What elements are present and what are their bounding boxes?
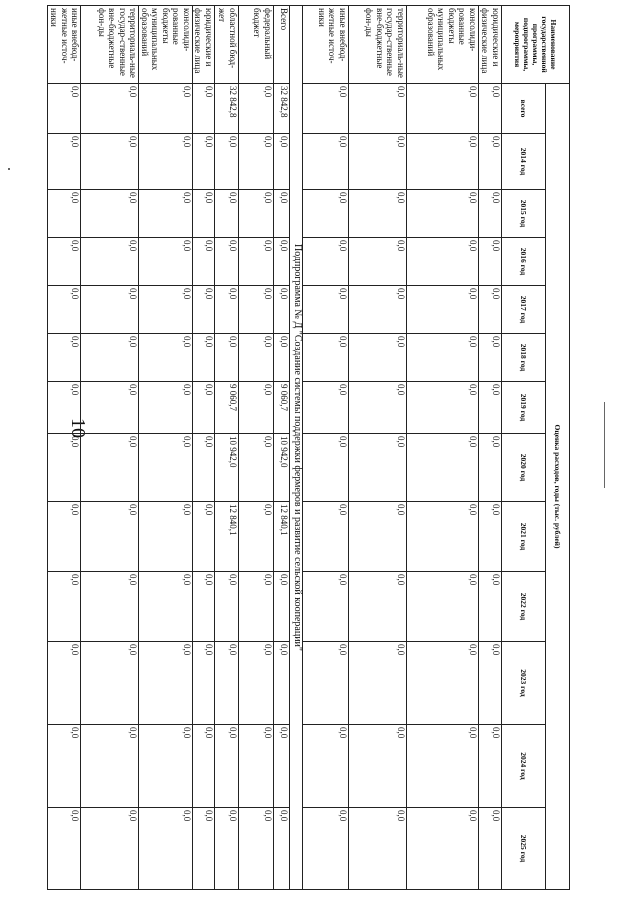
value-cell: 0,0 xyxy=(479,382,502,434)
value-cell: 0,0 xyxy=(81,84,139,134)
value-cell: 0,0 xyxy=(349,502,407,572)
value-cell: 0,0 xyxy=(303,334,349,382)
value-cell: 0,0 xyxy=(479,502,502,572)
value-cell: 0,0 xyxy=(349,434,407,502)
table-body xyxy=(48,6,502,890)
value-cell: 0,0 xyxy=(407,502,479,572)
col-header: 2020 год xyxy=(502,434,546,502)
value-cell: 0,0 xyxy=(139,725,193,808)
page-number: 10 xyxy=(67,418,89,438)
col-header: 2021 год xyxy=(502,502,546,572)
value-cell: 0,0 xyxy=(349,382,407,434)
value-cell: 0,0 xyxy=(303,808,349,890)
table-row xyxy=(215,6,239,890)
value-cell: 0,0 xyxy=(215,808,239,890)
value-cell: 0,0 xyxy=(81,382,139,434)
value-cell: 0,0 xyxy=(274,725,290,808)
value-cell: 0,0 xyxy=(407,725,479,808)
value-cell: 0,0 xyxy=(274,134,290,190)
value-cell: 0,0 xyxy=(303,725,349,808)
row-label: иные внебюд-жетные источ-ники xyxy=(303,6,349,84)
value-cell: 0,0 xyxy=(193,642,215,725)
value-cell: 0,0 xyxy=(303,84,349,134)
value-cell: 0,0 xyxy=(48,434,81,502)
subprogram-title: Подпрограмма № Д "Создание системы поддержки фермеров и развитие сельской кооперации" xyxy=(290,6,303,890)
row-label: областной бюд-жет xyxy=(215,6,239,84)
value-cell: 0,0 xyxy=(239,434,274,502)
value-cell: 0,0 xyxy=(139,502,193,572)
value-cell: 0,0 xyxy=(193,502,215,572)
row-label: консолиди-рованные бюджеты муниципальных образований xyxy=(407,6,479,84)
value-cell: 9 060,7 xyxy=(215,382,239,434)
value-cell: 0,0 xyxy=(479,434,502,502)
value-cell: 0,0 xyxy=(215,286,239,334)
col-header: 2024 год xyxy=(502,725,546,808)
table-row xyxy=(139,6,193,890)
value-cell: 0,0 xyxy=(239,84,274,134)
value-cell: 0,0 xyxy=(139,434,193,502)
value-cell: 0,0 xyxy=(239,808,274,890)
value-cell: 0,0 xyxy=(139,134,193,190)
value-cell: 0,0 xyxy=(81,286,139,334)
table-row xyxy=(274,6,290,890)
value-cell: 0,0 xyxy=(215,334,239,382)
value-cell: 0,0 xyxy=(81,808,139,890)
value-cell: 0,0 xyxy=(48,134,81,190)
value-cell: 0,0 xyxy=(274,238,290,286)
value-cell: 0,0 xyxy=(48,286,81,334)
header-group: Оценка расходов, годы (тыс. рублей) xyxy=(546,84,570,890)
row-label: юридические и физические лица xyxy=(479,6,502,84)
separator-line xyxy=(604,402,605,488)
value-cell: 0,0 xyxy=(139,238,193,286)
value-cell: 0,0 xyxy=(479,238,502,286)
col-header: 2022 год xyxy=(502,572,546,642)
value-cell: 0,0 xyxy=(349,286,407,334)
col-header: 2017 год xyxy=(502,286,546,334)
value-cell: 0,0 xyxy=(479,725,502,808)
value-cell: 0,0 xyxy=(349,808,407,890)
value-cell: 0,0 xyxy=(303,190,349,238)
value-cell: 0,0 xyxy=(139,84,193,134)
table-row xyxy=(303,6,349,890)
value-cell: 0,0 xyxy=(479,134,502,190)
value-cell: 0,0 xyxy=(349,642,407,725)
table-row xyxy=(407,6,479,890)
col-header: всего xyxy=(502,84,546,134)
value-cell: 0,0 xyxy=(81,725,139,808)
value-cell: 0,0 xyxy=(407,134,479,190)
value-cell: 10 942,0 xyxy=(274,434,290,502)
value-cell: 0,0 xyxy=(193,382,215,434)
value-cell: 0,0 xyxy=(407,286,479,334)
value-cell: 10 942,0 xyxy=(215,434,239,502)
col-header: 2016 год xyxy=(502,238,546,286)
value-cell: 0,0 xyxy=(48,382,81,434)
table-row xyxy=(81,6,139,890)
value-cell: 0,0 xyxy=(215,134,239,190)
value-cell: 0,0 xyxy=(239,572,274,642)
value-cell: 0,0 xyxy=(303,286,349,334)
value-cell: 0,0 xyxy=(215,190,239,238)
value-cell: 0,0 xyxy=(349,134,407,190)
subprogram-row xyxy=(290,6,303,890)
value-cell: 0,0 xyxy=(193,725,215,808)
row-label: территориаль-ные государ-ственные вне-бюджетные фон-ды xyxy=(349,6,407,84)
value-cell: 9 060,7 xyxy=(274,382,290,434)
value-cell: 0,0 xyxy=(81,334,139,382)
budget-table-landscape xyxy=(49,5,570,885)
value-cell: 0,0 xyxy=(239,642,274,725)
value-cell: 0,0 xyxy=(239,502,274,572)
col-header: 2018 год xyxy=(502,334,546,382)
budget-table xyxy=(48,5,571,890)
value-cell: 0,0 xyxy=(303,134,349,190)
table-row xyxy=(48,6,81,890)
value-cell: 0,0 xyxy=(407,434,479,502)
value-cell: 0,0 xyxy=(303,502,349,572)
col-header: 2025 год xyxy=(502,808,546,890)
value-cell: 0,0 xyxy=(239,334,274,382)
value-cell: 0,0 xyxy=(274,334,290,382)
scan-speck xyxy=(8,168,10,170)
value-cell: 0,0 xyxy=(239,382,274,434)
table-row xyxy=(479,6,502,890)
value-cell: 0,0 xyxy=(239,725,274,808)
value-cell: 0,0 xyxy=(193,808,215,890)
value-cell: 0,0 xyxy=(479,286,502,334)
value-cell: 0,0 xyxy=(303,238,349,286)
value-cell: 0,0 xyxy=(215,642,239,725)
value-cell: 0,0 xyxy=(479,572,502,642)
value-cell: 0,0 xyxy=(407,572,479,642)
value-cell: 0,0 xyxy=(215,725,239,808)
col-header: 2015 год xyxy=(502,190,546,238)
value-cell: 0,0 xyxy=(303,434,349,502)
value-cell: 0,0 xyxy=(81,434,139,502)
row-label: иные внебюд-жетные источ-ники xyxy=(48,6,81,84)
value-cell: 0,0 xyxy=(349,725,407,808)
value-cell: 0,0 xyxy=(274,572,290,642)
value-cell: 0,0 xyxy=(193,238,215,286)
row-label: консолиди-рованные бюджеты муниципальных образований xyxy=(139,6,193,84)
header-name: Наименование государственной программы, подпрограммы, мероприятия xyxy=(502,6,570,84)
value-cell: 0,0 xyxy=(274,808,290,890)
value-cell: 0,0 xyxy=(139,382,193,434)
value-cell: 0,0 xyxy=(193,286,215,334)
value-cell: 0,0 xyxy=(81,642,139,725)
col-header: 2014 год xyxy=(502,134,546,190)
value-cell: 0,0 xyxy=(48,642,81,725)
value-cell: 0,0 xyxy=(349,572,407,642)
value-cell: 0,0 xyxy=(303,382,349,434)
value-cell: 0,0 xyxy=(81,190,139,238)
table-row xyxy=(239,6,274,890)
value-cell: 0,0 xyxy=(479,190,502,238)
value-cell: 0,0 xyxy=(349,190,407,238)
value-cell: 0,0 xyxy=(303,572,349,642)
value-cell: 12 840,1 xyxy=(215,502,239,572)
value-cell: 0,0 xyxy=(81,502,139,572)
value-cell: 0,0 xyxy=(479,84,502,134)
value-cell: 0,0 xyxy=(139,334,193,382)
value-cell: 0,0 xyxy=(48,190,81,238)
value-cell: 0,0 xyxy=(407,382,479,434)
value-cell: 0,0 xyxy=(349,334,407,382)
row-label: федеральный бюджет xyxy=(239,6,274,84)
row-label: юридические и физические лица xyxy=(193,6,215,84)
row-label: территориаль-ные государ-ственные вне-бюджетные фон-ды xyxy=(81,6,139,84)
value-cell: 0,0 xyxy=(239,190,274,238)
value-cell: 0,0 xyxy=(215,238,239,286)
value-cell: 0,0 xyxy=(274,642,290,725)
value-cell: 0,0 xyxy=(193,134,215,190)
value-cell: 0,0 xyxy=(407,238,479,286)
value-cell: 0,0 xyxy=(48,84,81,134)
col-header: 2019 год xyxy=(502,382,546,434)
value-cell: 0,0 xyxy=(407,84,479,134)
value-cell: 0,0 xyxy=(239,286,274,334)
value-cell: 0,0 xyxy=(193,434,215,502)
value-cell: 0,0 xyxy=(407,642,479,725)
value-cell: 0,0 xyxy=(349,84,407,134)
value-cell: 0,0 xyxy=(349,238,407,286)
value-cell: 0,0 xyxy=(239,134,274,190)
value-cell: 0,0 xyxy=(479,334,502,382)
value-cell: 0,0 xyxy=(139,808,193,890)
value-cell: 0,0 xyxy=(139,190,193,238)
value-cell: 0,0 xyxy=(239,238,274,286)
value-cell: 0,0 xyxy=(274,286,290,334)
value-cell: 0,0 xyxy=(407,334,479,382)
value-cell: 12 840,1 xyxy=(274,502,290,572)
value-cell: 0,0 xyxy=(407,808,479,890)
rotated-page-area xyxy=(49,5,570,905)
value-cell: 0,0 xyxy=(139,642,193,725)
value-cell: 32 842,8 xyxy=(215,84,239,134)
value-cell: 32 842,8 xyxy=(274,84,290,134)
value-cell: 0,0 xyxy=(81,572,139,642)
value-cell: 0,0 xyxy=(48,808,81,890)
value-cell: 0,0 xyxy=(48,572,81,642)
col-header: 2023 год xyxy=(502,642,546,725)
value-cell: 0,0 xyxy=(193,190,215,238)
value-cell: 0,0 xyxy=(479,642,502,725)
value-cell: 0,0 xyxy=(215,572,239,642)
value-cell: 0,0 xyxy=(81,238,139,286)
table-row xyxy=(349,6,407,890)
row-label: Всего xyxy=(274,6,290,84)
table-row xyxy=(193,6,215,890)
value-cell: 0,0 xyxy=(48,238,81,286)
value-cell: 0,0 xyxy=(48,334,81,382)
value-cell: 0,0 xyxy=(193,334,215,382)
value-cell: 0,0 xyxy=(274,190,290,238)
value-cell: 0,0 xyxy=(48,502,81,572)
value-cell: 0,0 xyxy=(479,808,502,890)
value-cell: 0,0 xyxy=(139,286,193,334)
value-cell: 0,0 xyxy=(81,134,139,190)
value-cell: 0,0 xyxy=(193,572,215,642)
value-cell: 0,0 xyxy=(139,572,193,642)
value-cell: 0,0 xyxy=(48,725,81,808)
value-cell: 0,0 xyxy=(303,642,349,725)
value-cell: 0,0 xyxy=(193,84,215,134)
value-cell: 0,0 xyxy=(407,190,479,238)
